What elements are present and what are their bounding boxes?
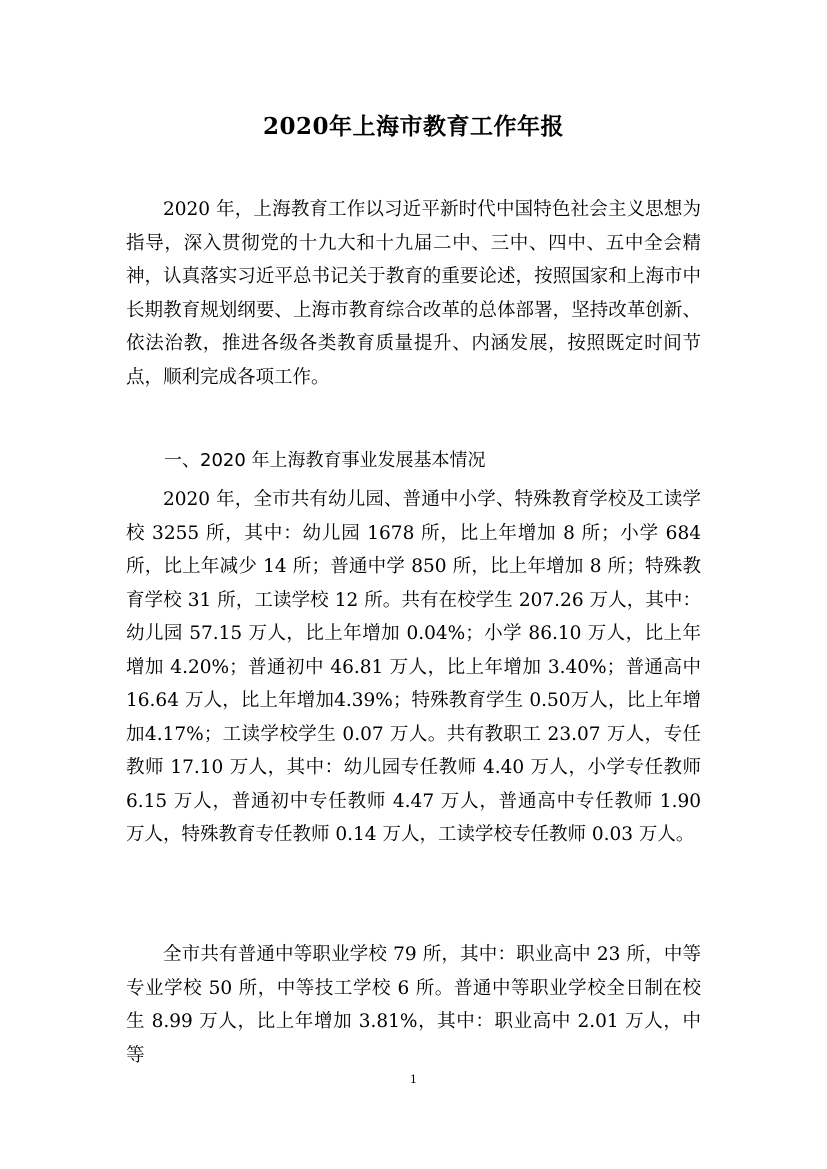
intro-paragraph-block — [126, 193, 701, 394]
schools-paragraph-block — [126, 483, 701, 852]
page-number: 1 — [410, 1073, 417, 1086]
section-heading: 一、2020 年上海教育事业发展基本情况 — [164, 450, 486, 471]
document-title: 2020年上海市教育工作年报 — [262, 113, 564, 140]
schools-paragraph: 2020 年，全市共有幼儿园、普通中小学、特殊教育学校及工读学校 3255 所，其中：幼儿园 1678 所，比上年增加 8 所；小学 684 所，比上年减少 14 所；普通中学 850 所，比上年增加 8 所；特殊教育学校 31 所，工读学校 12 所。共有在校学生 207.26 万人，其中：幼儿园 57.15 万人，比上年增加 0.04%；小学 86.10 万人，比上年增加 4.20%；普通初中 46.81 万人，比上年增加 3.40%；普通高中 16.64 万人，比上年增加4.39%；特殊教育学生 0.50万人，比上年增加4.17%；工读学校学生 0.07 万人。共有教职工 23.07 万人，专任教师 17.10 万人，其中：幼儿园专任教师 4.40 万人，小学专任教师 6.15 万人，普通初中专任教师 4.47 万人，普通高中专任教师 1.90 万人，特殊教育专任教师 0.14 万人，工读学校专任教师 0.03 万人。 — [126, 489, 701, 845]
intro-paragraph: 2020 年，上海教育工作以习近平新时代中国特色社会主义思想为指导，深入贯彻党的十九大和十九届二中、三中、四中、五中全会精神，认真落实习近平总书记关于教育的重要论述，按照国家和上海市中长期教育规划纲要、上海市教育综合改革的总体部署，坚持改革创新、依法治教，推进各级各类教育质量提升、内涵发展，按照既定时间节点，顺利完成各项工作。 — [126, 199, 701, 388]
vocational-paragraph-block — [126, 938, 701, 1072]
vocational-paragraph: 全市共有普通中等职业学校 79 所，其中：职业高中 23 所，中等专业学校 50 所，中等技工学校 6 所。普通中等职业学校全日制在校生 8.99 万人，比上年增加 3.81%，其中：职业高中 2.01 万人，中等 — [126, 944, 701, 1066]
